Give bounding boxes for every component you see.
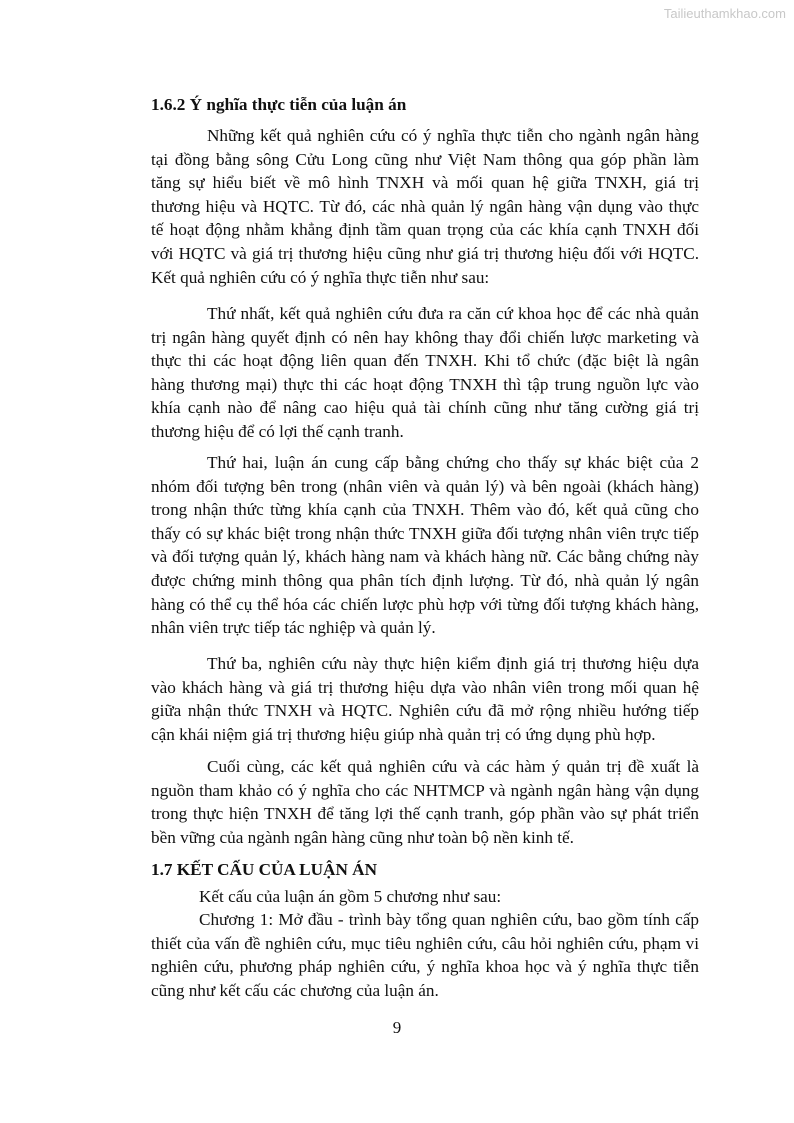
text-line: nhân viên trực tiếp tác nghiệp và quản lý. (151, 618, 436, 638)
page-number: 9 (392, 1018, 402, 1037)
text-line: bền vững của ngành ngân hàng cũng như toàn bộ nền kinh tế. (151, 827, 574, 847)
paragraph (151, 451, 699, 640)
text-line: cũng như kết cấu các chương của luận án. (151, 980, 439, 1000)
text-line: hàng có thể cụ thể hóa các chiến lược phù hợp với từng đối tượng khách hàng, (151, 594, 699, 614)
text-line: thực thi các hoạt động liên quan đến TNXH. Khi tổ chức (đặc biệt là ngân (151, 351, 699, 371)
text-line: khía cạnh nào để nâng cao hiệu quả tài chính cũng như tăng cường giá trị (151, 398, 699, 418)
paragraph (151, 755, 699, 849)
paragraph (151, 908, 699, 1002)
text-line: Những kết quả nghiên cứu có ý nghĩa thực tiễn cho ngành ngân hàng (207, 126, 699, 145)
text-line: vào khách hàng và giá trị thương hiệu dựa vào nhân viên trong mối quan hệ (151, 677, 699, 697)
text-line: nhóm đối tượng bên trong (nhân viên và quản lý) và bên ngoài (khách hàng) (151, 476, 699, 496)
text-line: trong thực hiện TNXH để tăng lợi thế cạnh tranh, góp phần vào sự phát triển (151, 804, 699, 824)
text-line: thấy có sự khác biệt trong nhận thức TNXH giữa đối tượng nhân viên trực tiếp (151, 523, 699, 543)
text-line: tế hoạt động nhằm khẳng định tầm quan trọng của các khía cạnh TNXH đối (151, 220, 699, 240)
paragraph (151, 885, 699, 909)
text-line: Thứ nhất, kết quả nghiên cứu đưa ra căn cứ khoa học để các nhà quản (207, 304, 699, 323)
text-line: thương hiệu và HQTC. Từ đó, các nhà quản lý ngân hàng vận dụng vào thực (151, 196, 699, 216)
text-line: thiết của vấn đề nghiên cứu, mục tiêu nghiên cứu, câu hỏi nghiên cứu, phạm vi (151, 933, 699, 953)
text-line: thương hiệu để có lợi thế cạnh tranh. (151, 421, 404, 441)
text-line: trong nhận thức từng khía cạnh của TNXH. Thêm vào đó, kết quả cũng cho (151, 500, 699, 520)
text-line: Cuối cùng, các kết quả nghiên cứu và các hàm ý quản trị đề xuất là (207, 757, 699, 776)
text-line: nghiên cứu, phương pháp nghiên cứu, ý nghĩa khoa học và ý nghĩa thực tiễn (151, 957, 699, 977)
text-line: Chương 1: Mở đầu - trình bày tổng quan nghiên cứu, bao gồm tính cấp (199, 910, 699, 929)
section-heading-1-7: 1.7 KẾT CẤU CỦA LUẬN ÁN (151, 860, 378, 879)
text-line: được chứng minh thông qua phân tích định lượng. Từ đó, nhà quản lý ngân (151, 570, 699, 590)
text-line: Kết quả nghiên cứu có ý nghĩa thực tiễn như sau: (151, 267, 490, 287)
paragraph (151, 124, 699, 289)
paragraph (151, 302, 699, 444)
text-line: nguồn tham khảo có ý nghĩa cho các NHTMCP và ngành ngân hàng vận dụng (151, 780, 699, 800)
text-line: tăng sự hiểu biết về mô hình TNXH và mối quan hệ giữa TNXH, giá trị (151, 173, 699, 193)
paragraph (151, 652, 699, 746)
section-heading-1-6-2: 1.6.2 Ý nghĩa thực tiễn của luận án (151, 95, 407, 114)
text-line: giữa nhận thức TNXH và HQTC. Nghiên cứu đã mở rộng nhiều hướng tiếp (151, 701, 699, 721)
text-line: Thứ hai, luận án cung cấp bằng chứng cho thấy sự khác biệt của 2 (207, 453, 699, 472)
text-line: hàng thương mại) thực thi các hoạt động TNXH thì tập trung nguồn lực vào (151, 374, 699, 394)
text-line: trị ngân hàng quyết định có nên hay không thay đổi chiến lược marketing và (151, 327, 699, 347)
text-line: với HQTC và giá trị thương hiệu cũng như giá trị thương hiệu đối với HQTC. (151, 243, 699, 263)
text-line: cận khái niệm giá trị thương hiệu giúp nhà quản trị có ứng dụng phù hợp. (151, 724, 656, 744)
text-line: Kết cấu của luận án gồm 5 chương như sau: (199, 887, 502, 906)
watermark: Tailieuthamkhao.com (663, 6, 786, 21)
text-line: tại đồng bằng sông Cửu Long cũng như Việt Nam thông qua góp phần làm (151, 149, 699, 169)
text-line: và đối tượng quản lý, khách hàng nam và khách hàng nữ. Các bằng chứng này (151, 547, 699, 567)
text-line: Thứ ba, nghiên cứu này thực hiện kiểm định giá trị thương hiệu dựa (207, 654, 699, 673)
